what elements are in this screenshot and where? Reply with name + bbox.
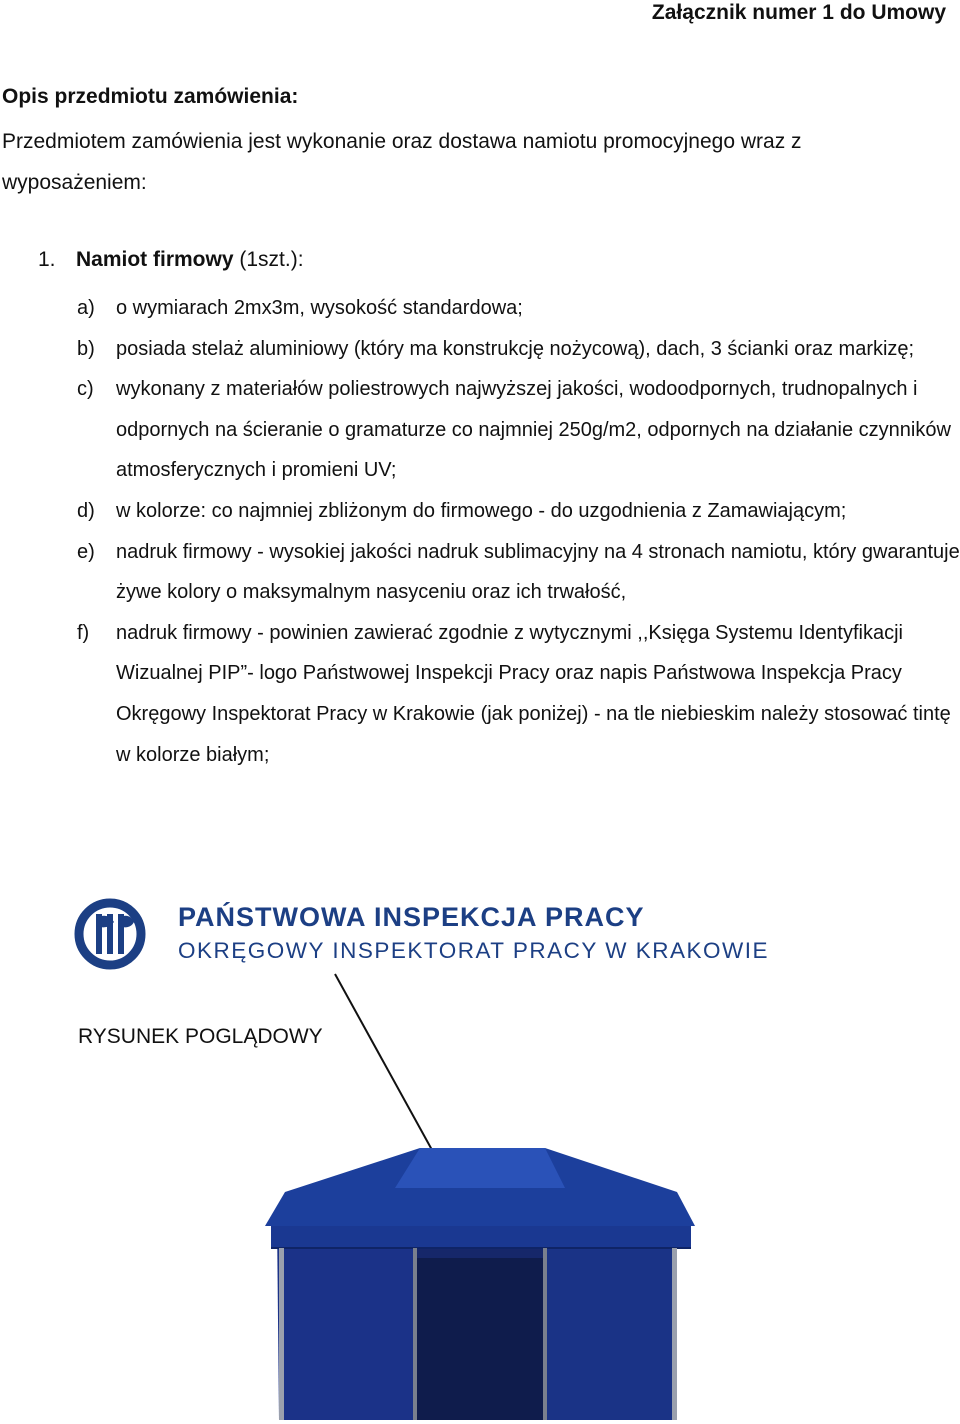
spec-text: nadruk firmowy - powinien zawierać zgodnie z wytycznymi ,,Księga Systemu Identyfikacji Wizualnej PIP”- logo Państwowej Inspekcji Pracy oraz napis Państwowa Inspekcja Pracy Okręgowy Inspektorat Pracy w Krakowie (jak poniżej) - na tle niebieskim należy stosować tintę w kolorze białym;: [116, 621, 951, 766]
spec-item-a: [77, 288, 960, 329]
logo-line2: OKRĘGOWY INSPEKTORAT PRACY W KRAKOWIE: [178, 938, 770, 963]
spec-letter: a): [77, 297, 95, 319]
pip-emblem-icon: [74, 898, 146, 970]
spec-item-e: [77, 532, 960, 613]
spec-item-b: [77, 329, 960, 370]
spec-text: posiada stelaż aluminiowy (który ma konstrukcję nożycową), dach, 3 ścianki oraz markizę;: [116, 337, 915, 360]
spec-text: wykonany z materiałów poliestrowych najwyższej jakości, wodoodpornych, trudnopalnych i odpornych na ścieranie o gramaturze co najmniej 250g/m2, odpornych na działanie czynników atmosferycznych i promieni UV;: [116, 378, 951, 482]
spec-item-f: [77, 613, 960, 775]
logo-line1: PAŃSTWOWA INSPEKCJA PRACY: [178, 902, 645, 932]
spec-list: [77, 288, 960, 775]
spec-item-c: [77, 369, 960, 491]
item-title: Namiot firmowy: [76, 248, 234, 271]
drawing-caption: RYSUNEK POGLĄDOWY: [78, 1025, 323, 1048]
spec-letter: b): [77, 337, 95, 360]
spec-text: o wymiarach 2mx3m, wysokość standardowa;: [116, 297, 523, 319]
item-title-rest: (1szt.):: [233, 248, 304, 271]
spec-text: w kolorze: co najmniej zbliżonym do firmowego - do uzgodnienia z Zamawiającym;: [116, 499, 847, 522]
item-number: 1.: [38, 248, 56, 271]
spec-letter: c): [77, 378, 94, 401]
tent-illustration: [265, 1148, 695, 1424]
spec-letter: f): [77, 621, 90, 644]
item-heading: [38, 246, 304, 274]
intro-paragraph: Przedmiotem zamówienia jest wykonanie oraz dostawa namiotu promocyjnego wraz z wyposażeniem:: [2, 130, 802, 194]
section-heading: Opis przedmiotu zamówienia:: [2, 85, 299, 108]
attachment-title: Załącznik numer 1 do Umowy: [651, 1, 946, 24]
pip-logo: [74, 898, 770, 974]
spec-letter: d): [77, 499, 95, 522]
spec-item-d: [77, 491, 960, 532]
spec-letter: e): [77, 540, 95, 563]
spec-text: nadruk firmowy - wysokiej jakości nadruk sublimacyjny na 4 stronach namiotu, który gwarantuje żywe kolory o maksymalnym nasyceniu oraz ich trwałość,: [116, 540, 960, 604]
